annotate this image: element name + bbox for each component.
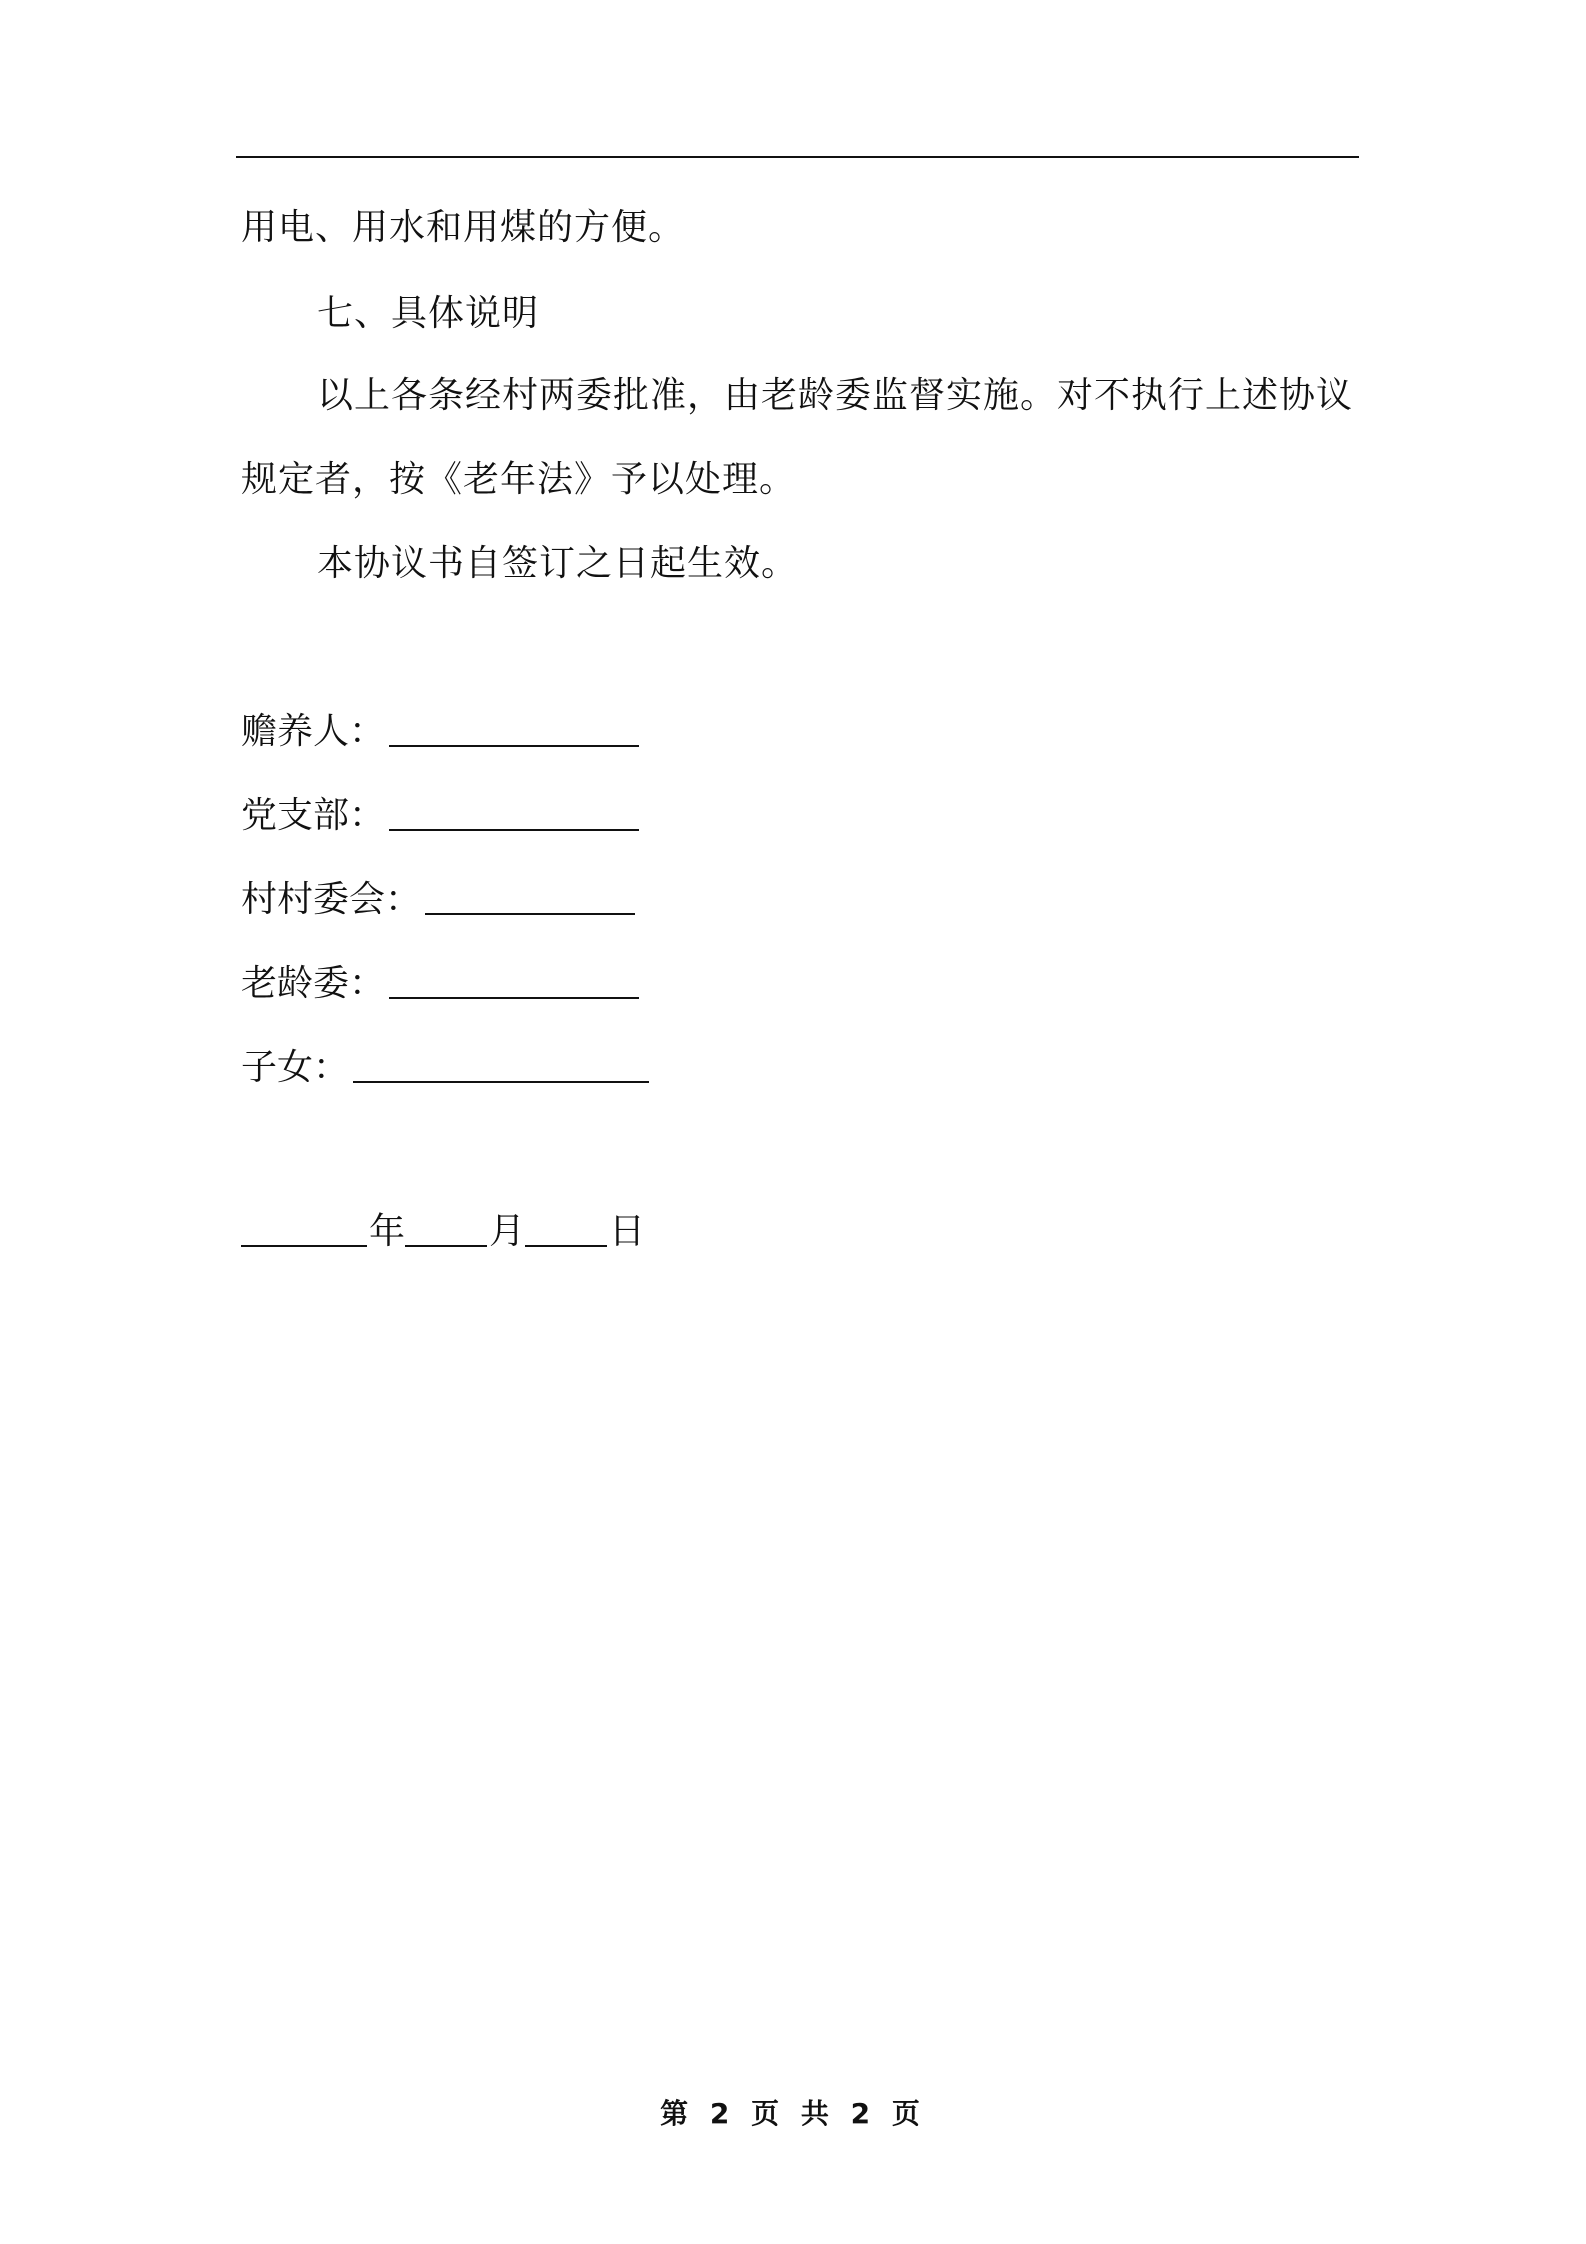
signature-label: 子女：	[241, 1047, 350, 1088]
signature-blank[interactable]	[389, 799, 639, 831]
body-line-4: 规定者，按《老年法》予以处理。	[241, 459, 797, 500]
signature-row-elderly-committee	[241, 960, 639, 1008]
day-blank[interactable]	[525, 1215, 607, 1247]
signature-row-caregiver	[241, 708, 639, 756]
date-row	[241, 1208, 645, 1256]
signature-row-village-committee	[241, 876, 635, 924]
signature-label: 老龄委：	[241, 963, 386, 1004]
signature-blank[interactable]	[353, 1051, 649, 1083]
header-rule	[236, 156, 1359, 158]
signature-label: 党支部：	[241, 795, 386, 836]
signature-label: 村村委会：	[241, 879, 422, 920]
signature-row-party-branch	[241, 792, 639, 840]
signature-blank[interactable]	[389, 715, 639, 747]
year-label: 年	[369, 1211, 406, 1252]
signature-blank[interactable]	[425, 883, 635, 915]
page-number: 第 2 页 共 2 页	[660, 2097, 926, 2130]
signature-row-children	[241, 1044, 649, 1092]
month-label: 月	[489, 1211, 526, 1252]
signature-blank[interactable]	[389, 967, 639, 999]
body-line-1: 用电、用水和用煤的方便。	[241, 207, 686, 248]
section-heading: 七、具体说明	[317, 293, 540, 334]
month-blank[interactable]	[405, 1215, 487, 1247]
year-blank[interactable]	[241, 1215, 367, 1247]
body-line-3: 以上各条经村两委批准，由老龄委监督实施。对不执行上述协议	[317, 375, 1354, 416]
body-line-5: 本协议书自签订之日起生效。	[317, 543, 799, 584]
signature-label: 赡养人：	[241, 711, 386, 752]
day-label: 日	[609, 1211, 646, 1252]
